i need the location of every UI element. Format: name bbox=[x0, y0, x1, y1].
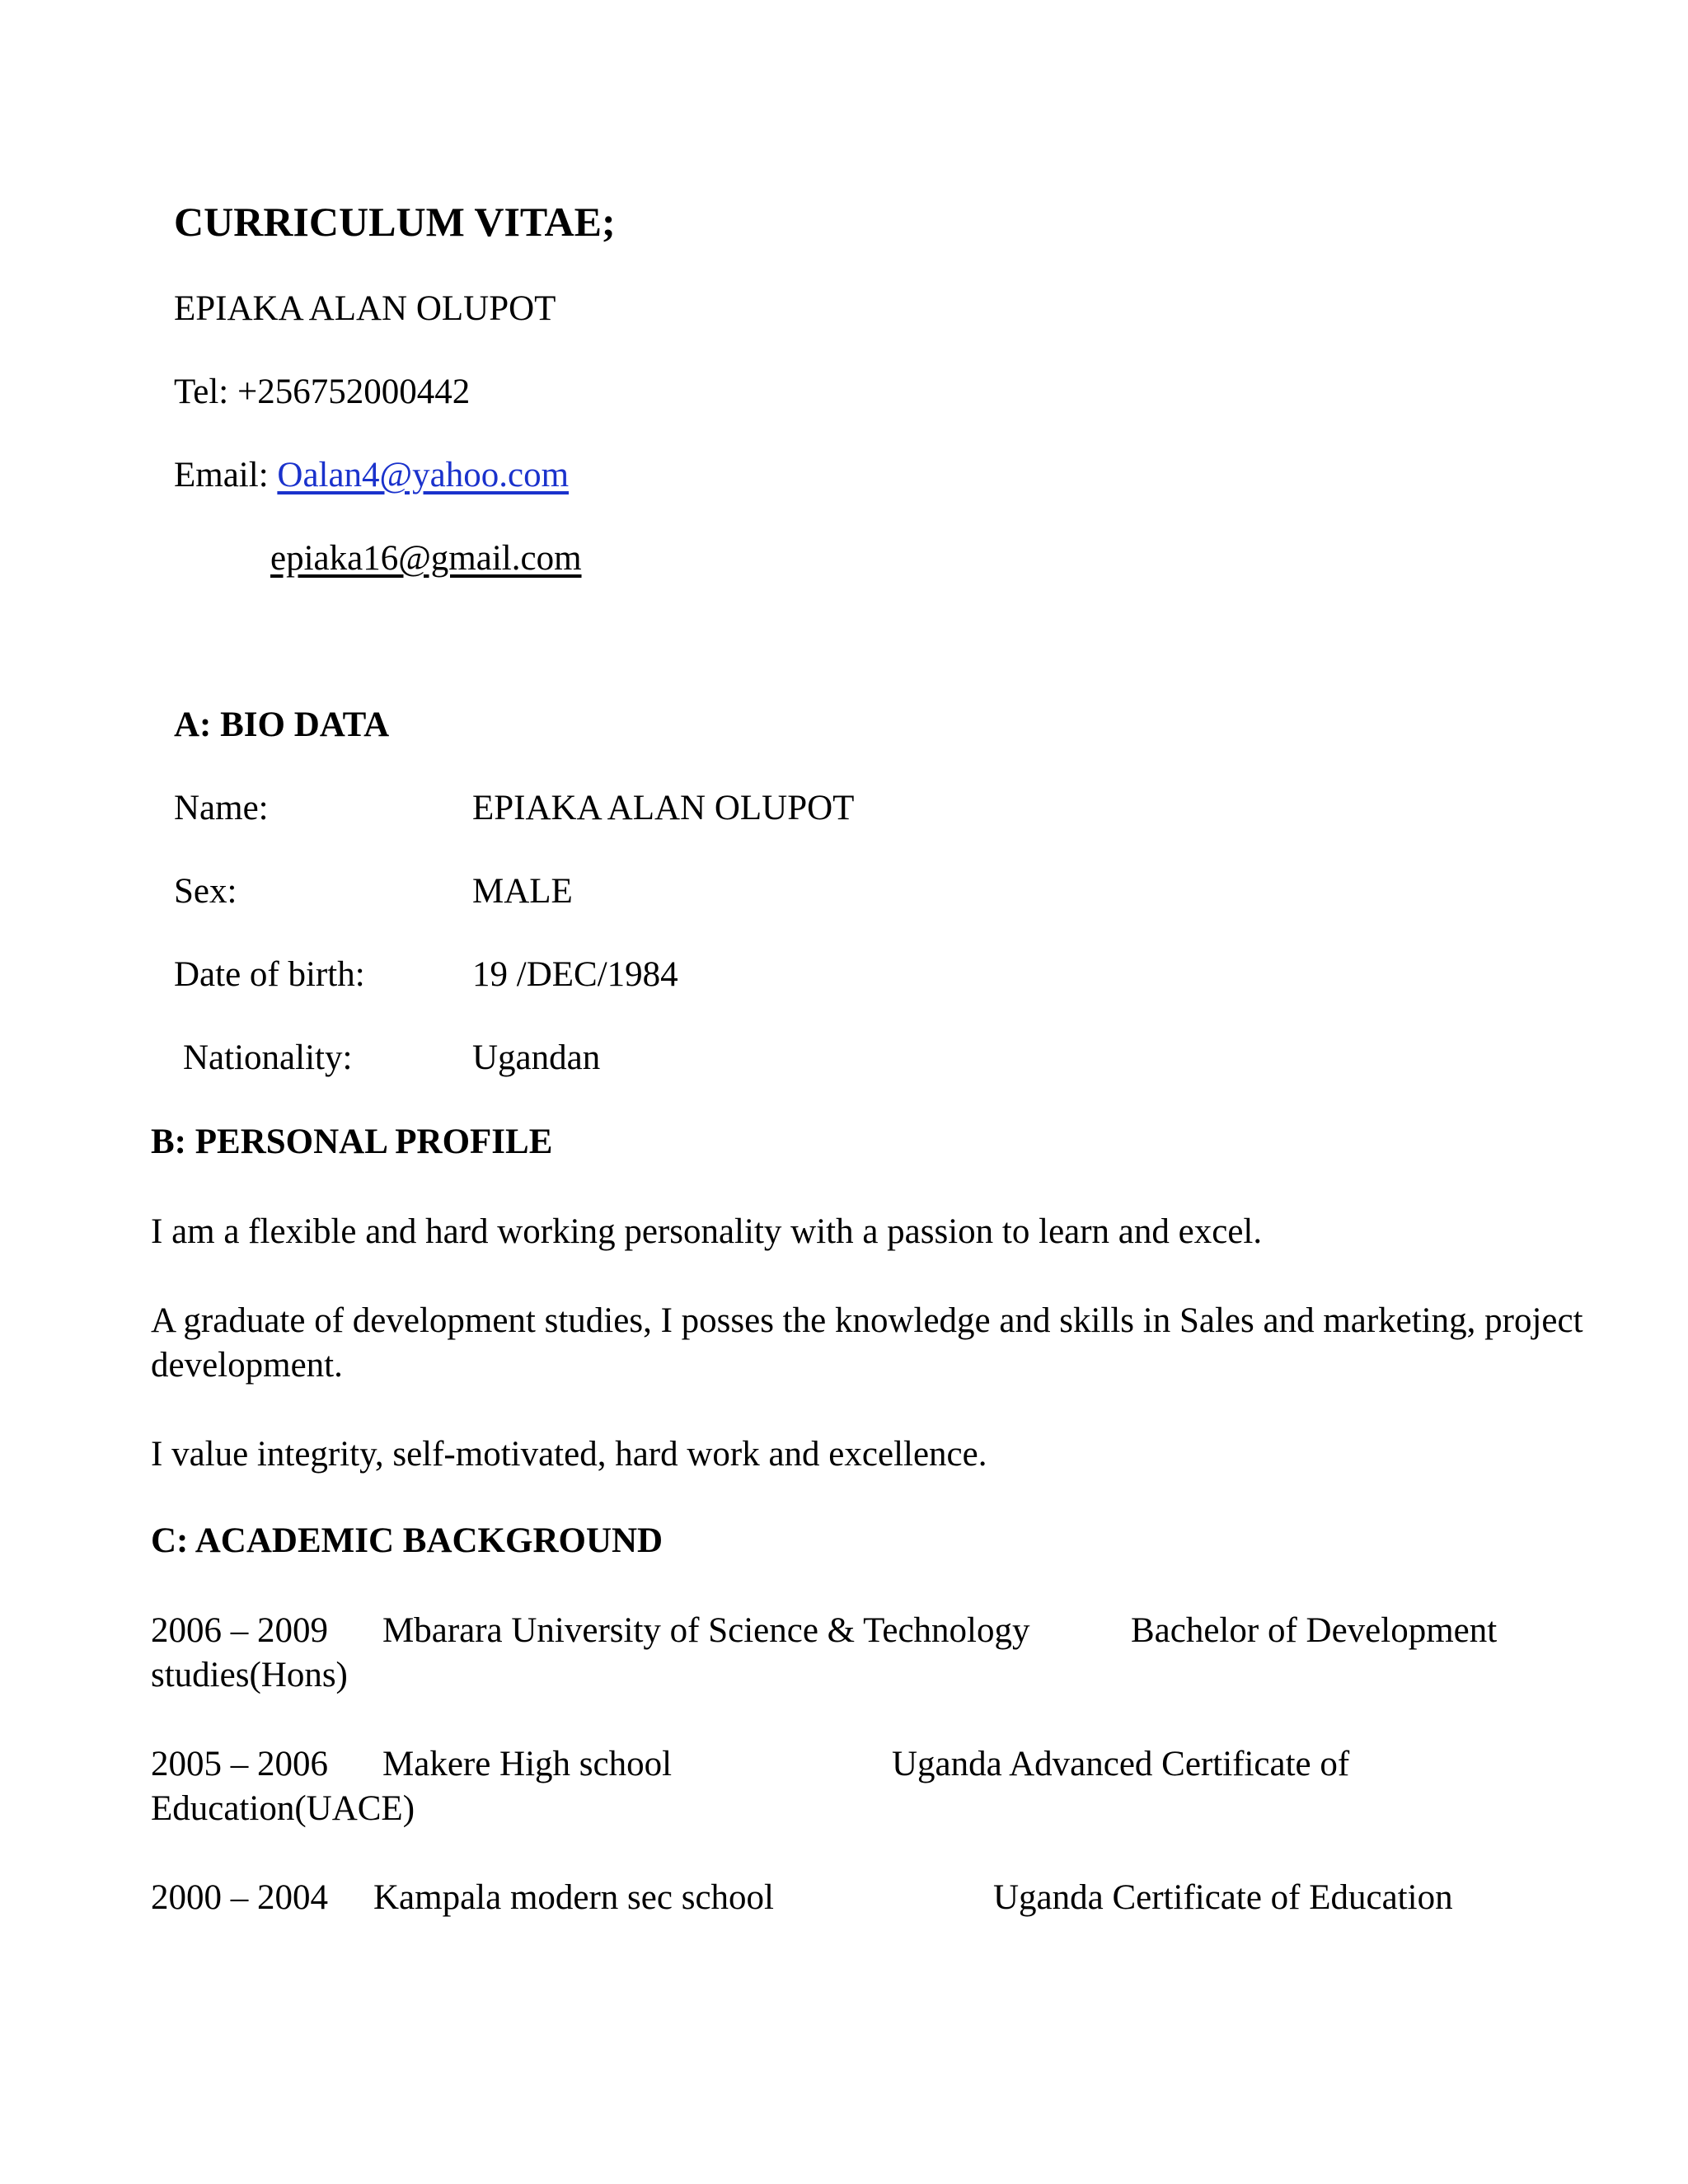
bio-label-name: Name: bbox=[174, 789, 269, 827]
academic-award-continued: Education(UACE) bbox=[151, 1789, 415, 1828]
academic-years: 2005 – 2006 bbox=[151, 1745, 328, 1783]
email-primary-link[interactable]: Oalan4@yahoo.com bbox=[277, 456, 570, 494]
profile-heading: B: PERSONAL PROFILE bbox=[151, 1122, 553, 1161]
academic-entry bbox=[151, 1609, 1634, 1699]
email-secondary-link[interactable]: epiaka16@gmail.com bbox=[270, 539, 582, 578]
bio-heading: A: BIO DATA bbox=[174, 705, 390, 744]
academic-school: Makere High school bbox=[382, 1745, 673, 1783]
academic-award: Uganda Advanced Certificate of bbox=[892, 1745, 1350, 1783]
bio-value-sex: MALE bbox=[472, 872, 573, 911]
bio-label-nationality: Nationality: bbox=[183, 1038, 353, 1077]
bio-value-name: EPIAKA ALAN OLUPOT bbox=[472, 789, 855, 827]
email-label: Email: bbox=[174, 456, 278, 494]
bio-value-dob: 19 /DEC/1984 bbox=[472, 955, 678, 994]
academic-award-continued: studies(Hons) bbox=[151, 1656, 348, 1694]
profile-paragraph-3: I value integrity, self-motivated, hard work and excellence. bbox=[151, 1435, 987, 1474]
academic-entry bbox=[151, 1876, 1634, 1922]
bio-label-dob: Date of birth: bbox=[174, 955, 365, 994]
header-tel: Tel: +256752000442 bbox=[174, 373, 471, 411]
academic-award: Bachelor of Development bbox=[1131, 1611, 1498, 1650]
academic-years: 2000 – 2004 bbox=[151, 1878, 328, 1917]
bio-value-nationality: Ugandan bbox=[472, 1038, 601, 1077]
bio-label-sex: Sex: bbox=[174, 872, 237, 911]
academic-award: Uganda Certificate of Education bbox=[993, 1878, 1453, 1917]
header-name: EPIAKA ALAN OLUPOT bbox=[174, 289, 556, 328]
academic-years: 2006 – 2009 bbox=[151, 1611, 328, 1650]
academic-school: Kampala modern sec school bbox=[373, 1878, 774, 1917]
header-email-line bbox=[174, 455, 569, 495]
academic-heading: C: ACADEMIC BACKGROUND bbox=[151, 1521, 663, 1560]
academic-entry bbox=[151, 1742, 1634, 1833]
academic-school: Mbarara University of Science & Technology bbox=[382, 1611, 1030, 1650]
profile-paragraph-1: I am a flexible and hard working personality with a passion to learn and excel. bbox=[151, 1212, 1263, 1251]
document-title: CURRICULUM VITAE; bbox=[174, 199, 616, 245]
profile-paragraph-2: A graduate of development studies, I posses the knowledge and skills in Sales and marketing, project development. bbox=[151, 1301, 1583, 1385]
